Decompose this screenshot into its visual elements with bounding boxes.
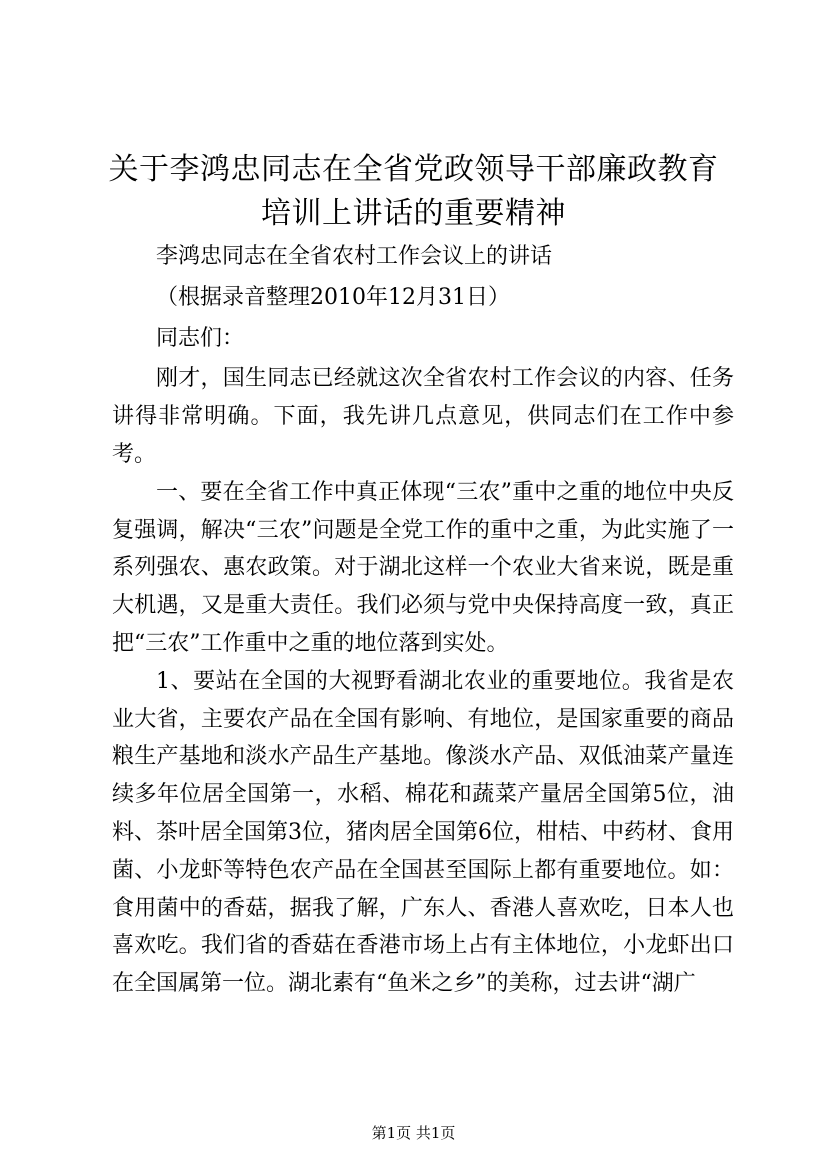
body-paragraph: 刚才，国生同志已经就这次全省农村工作会议的内容、任务讲得非常明确。下面，我先讲几点意见，供同志们在工作中参考。 xyxy=(112,366,734,467)
speech-heading: 李鸿忠同志在全省农村工作会议上的讲话 xyxy=(156,244,553,269)
document-body xyxy=(112,238,734,1003)
document-title xyxy=(0,148,827,236)
recording-note: （根据录音整理2010年12月31日） xyxy=(156,284,510,310)
title-line-1: 关于李鸿忠同志在全省党政领导干部廉政教育 xyxy=(108,152,719,187)
body-paragraph: 一、要在全省工作中真正体现“三农”重中之重的地位中央反复强调，解决“三农”问题是全党工作的重中之重，为此实施了一系列强农、惠农政策。对于湖北这样一个农业大省来说，既是重大机遇，又是重大责任。我们必须与党中央保持高度一致，真正把“三农”工作重中之重的地位落到实处。 xyxy=(112,479,734,656)
page-footer: 第1页 共1页 xyxy=(371,1124,456,1142)
body-paragraph: 1、要站在全国的大视野看湖北农业的重要地位。我省是农业大省，主要农产品在全国有影响、有地位，是国家重要的商品粮生产基地和淡水产品生产基地。像淡水产品、双低油菜产量连续多年位居全国第一，水稻、棉花和蔬菜产量居全国第5位，油料、茶叶居全国第3位，猪肉居全国第6位，柑桔、中药材、食用菌、小龙虾等特色农产品在全国甚至国际上都有重要地位。如：食用菌中的香菇，据我了解，广东人、香港人喜欢吃，日本人也喜欢吃。我们省的香菇在香港市场上占有主体地位，小龙虾出口在全国属第一位。湖北素有“鱼米之乡”的美称，过去讲“湖广 xyxy=(112,668,734,997)
title-line-2: 培训上讲话的重要精神 xyxy=(261,196,566,231)
salutation: 同志们： xyxy=(156,325,245,351)
